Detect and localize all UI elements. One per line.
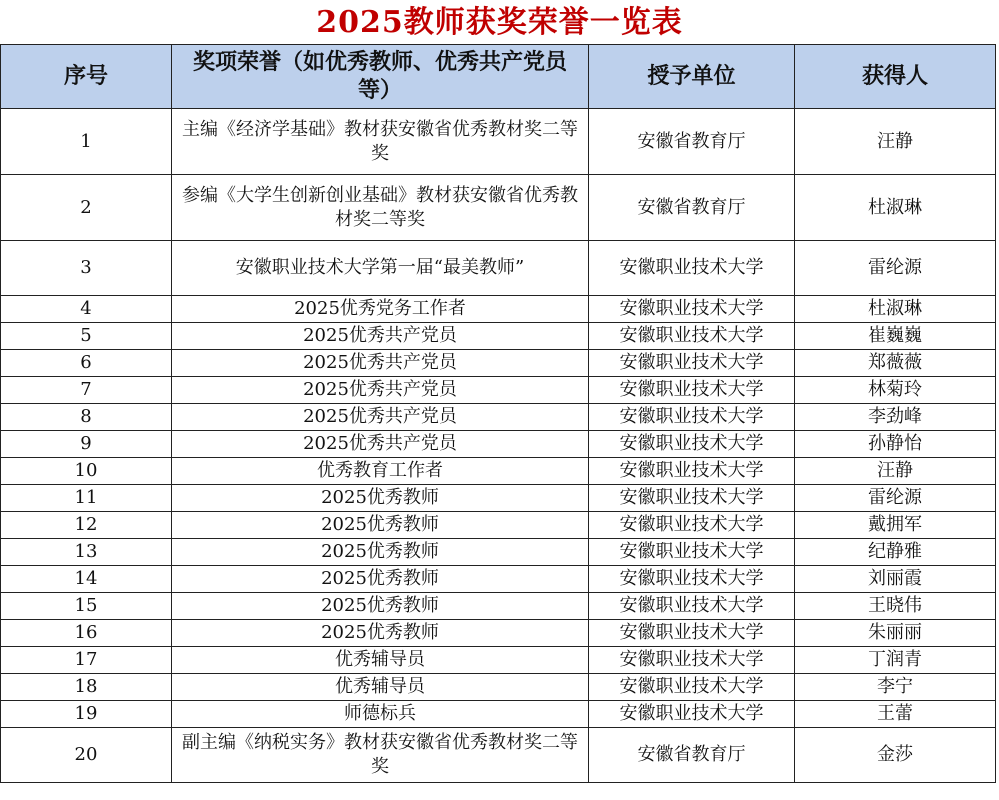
table-row — [1, 566, 996, 593]
cell-person: 崔巍巍 — [795, 323, 996, 350]
cell-no: 8 — [1, 404, 172, 431]
table-row — [1, 350, 996, 377]
cell-award: 优秀辅导员 — [172, 674, 589, 701]
table-row — [1, 109, 996, 175]
cell-no: 15 — [1, 593, 172, 620]
cell-person: 林菊玲 — [795, 377, 996, 404]
cell-person: 刘丽霞 — [795, 566, 996, 593]
cell-unit: 安徽职业技术大学 — [589, 458, 795, 485]
cell-person: 王蕾 — [795, 701, 996, 728]
cell-award: 优秀辅导员 — [172, 647, 589, 674]
cell-no: 14 — [1, 566, 172, 593]
cell-award: 2025优秀共产党员 — [172, 377, 589, 404]
table-row — [1, 701, 996, 728]
cell-award: 参编《大学生创新创业基础》教材获安徽省优秀教材奖二等奖 — [172, 175, 589, 241]
cell-unit: 安徽职业技术大学 — [589, 512, 795, 539]
cell-no: 20 — [1, 728, 172, 783]
header-row — [1, 45, 996, 109]
table-row — [1, 458, 996, 485]
cell-award: 师德标兵 — [172, 701, 589, 728]
cell-award: 2025优秀教师 — [172, 566, 589, 593]
cell-no: 11 — [1, 485, 172, 512]
table-row — [1, 175, 996, 241]
cell-award: 2025优秀教师 — [172, 620, 589, 647]
cell-award: 2025优秀共产党员 — [172, 323, 589, 350]
cell-award: 2025优秀教师 — [172, 593, 589, 620]
cell-unit: 安徽职业技术大学 — [589, 674, 795, 701]
table-row — [1, 404, 996, 431]
table-row — [1, 431, 996, 458]
cell-no: 12 — [1, 512, 172, 539]
cell-no: 7 — [1, 377, 172, 404]
table-row — [1, 241, 996, 296]
cell-unit: 安徽职业技术大学 — [589, 241, 795, 296]
cell-no: 19 — [1, 701, 172, 728]
cell-person: 李宁 — [795, 674, 996, 701]
cell-unit: 安徽职业技术大学 — [589, 485, 795, 512]
cell-person: 杜淑琳 — [795, 175, 996, 241]
cell-award: 2025优秀党务工作者 — [172, 296, 589, 323]
cell-no: 2 — [1, 175, 172, 241]
cell-unit: 安徽职业技术大学 — [589, 701, 795, 728]
cell-person: 雷纶源 — [795, 241, 996, 296]
cell-no: 9 — [1, 431, 172, 458]
cell-no: 16 — [1, 620, 172, 647]
cell-award: 副主编《纳税实务》教材获安徽省优秀教材奖二等奖 — [172, 728, 589, 783]
cell-unit: 安徽省教育厅 — [589, 175, 795, 241]
cell-award: 优秀教育工作者 — [172, 458, 589, 485]
cell-unit: 安徽职业技术大学 — [589, 647, 795, 674]
cell-award: 安徽职业技术大学第一届“最美教师” — [172, 241, 589, 296]
cell-unit: 安徽省教育厅 — [589, 728, 795, 783]
table-row — [1, 728, 996, 783]
cell-person: 丁润青 — [795, 647, 996, 674]
header-award: 奖项荣誉（如优秀教师、优秀共产党员等） — [172, 45, 589, 109]
table-row — [1, 512, 996, 539]
cell-unit: 安徽职业技术大学 — [589, 323, 795, 350]
cell-no: 5 — [1, 323, 172, 350]
table-row — [1, 485, 996, 512]
cell-unit: 安徽职业技术大学 — [589, 404, 795, 431]
cell-no: 18 — [1, 674, 172, 701]
cell-person: 纪静雅 — [795, 539, 996, 566]
header-no: 序号 — [1, 45, 172, 109]
cell-no: 6 — [1, 350, 172, 377]
table-row — [1, 674, 996, 701]
cell-award: 2025优秀共产党员 — [172, 431, 589, 458]
cell-person: 李劲峰 — [795, 404, 996, 431]
cell-no: 3 — [1, 241, 172, 296]
table-row — [1, 377, 996, 404]
table-row — [1, 296, 996, 323]
cell-award: 2025优秀教师 — [172, 539, 589, 566]
cell-person: 汪静 — [795, 458, 996, 485]
cell-unit: 安徽职业技术大学 — [589, 350, 795, 377]
cell-person: 戴拥军 — [795, 512, 996, 539]
cell-unit: 安徽省教育厅 — [589, 109, 795, 175]
cell-person: 杜淑琳 — [795, 296, 996, 323]
table-row — [1, 647, 996, 674]
cell-no: 1 — [1, 109, 172, 175]
cell-no: 10 — [1, 458, 172, 485]
header-person: 获得人 — [795, 45, 996, 109]
cell-unit: 安徽职业技术大学 — [589, 593, 795, 620]
cell-no: 13 — [1, 539, 172, 566]
cell-award: 2025优秀共产党员 — [172, 404, 589, 431]
awards-table — [0, 44, 996, 783]
table-row — [1, 539, 996, 566]
cell-person: 金莎 — [795, 728, 996, 783]
page-title: 2025教师获奖荣誉一览表 — [316, 5, 683, 40]
cell-no: 17 — [1, 647, 172, 674]
cell-unit: 安徽职业技术大学 — [589, 539, 795, 566]
header-unit: 授予单位 — [589, 45, 795, 109]
cell-unit: 安徽职业技术大学 — [589, 377, 795, 404]
cell-unit: 安徽职业技术大学 — [589, 566, 795, 593]
cell-person: 汪静 — [795, 109, 996, 175]
table-row — [1, 323, 996, 350]
cell-award: 2025优秀教师 — [172, 512, 589, 539]
cell-unit: 安徽职业技术大学 — [589, 620, 795, 647]
cell-person: 郑薇薇 — [795, 350, 996, 377]
cell-person: 王晓伟 — [795, 593, 996, 620]
cell-unit: 安徽职业技术大学 — [589, 431, 795, 458]
table-row — [1, 620, 996, 647]
table-row — [1, 593, 996, 620]
cell-award: 2025优秀教师 — [172, 485, 589, 512]
cell-person: 雷纶源 — [795, 485, 996, 512]
cell-award: 2025优秀共产党员 — [172, 350, 589, 377]
cell-unit: 安徽职业技术大学 — [589, 296, 795, 323]
cell-no: 4 — [1, 296, 172, 323]
cell-award: 主编《经济学基础》教材获安徽省优秀教材奖二等奖 — [172, 109, 589, 175]
cell-person: 朱丽丽 — [795, 620, 996, 647]
cell-person: 孙静怡 — [795, 431, 996, 458]
